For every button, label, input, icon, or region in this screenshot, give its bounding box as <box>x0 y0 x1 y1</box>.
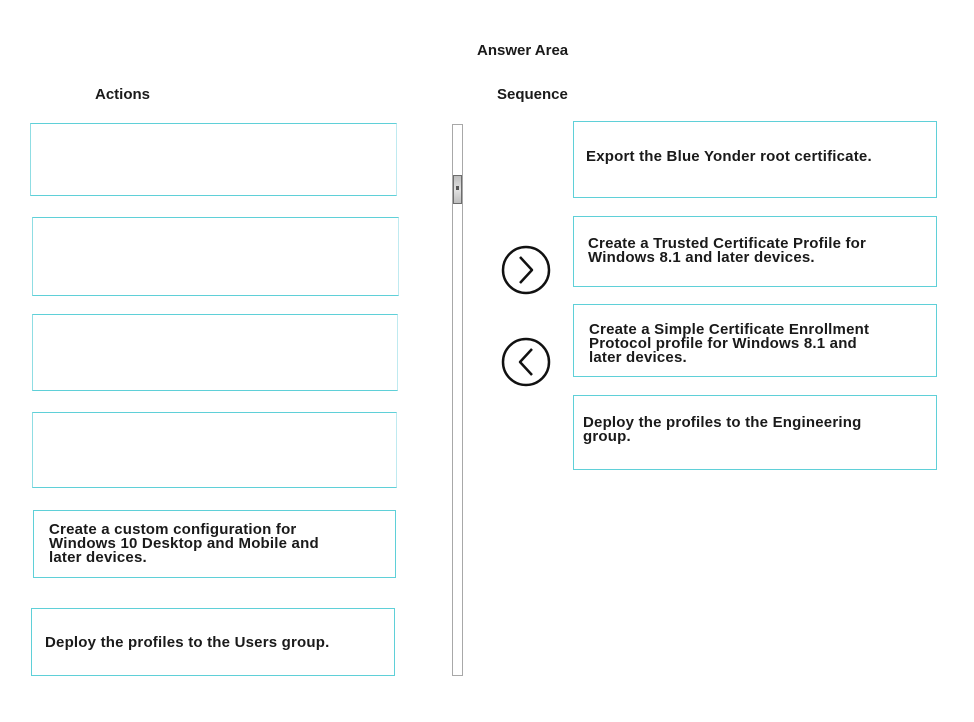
action-item-custom-configuration[interactable] <box>33 510 396 578</box>
action-slot-4[interactable] <box>32 412 397 488</box>
actions-heading: Actions <box>95 86 151 103</box>
move-left-button[interactable] <box>501 337 551 387</box>
action-label: Create a custom configuration for Windows 10 Desktop and Mobile and later devices. <box>49 521 319 566</box>
action-slot-2[interactable] <box>32 217 399 296</box>
chevron-right-circle-icon <box>501 245 551 295</box>
sequence-label: Create a Trusted Certificate Profile for Windows 8.1 and later devices. <box>588 235 867 266</box>
scrollbar-thumb[interactable] <box>453 175 462 204</box>
chevron-left-circle-icon <box>501 337 551 387</box>
scrollbar-track[interactable] <box>452 124 463 676</box>
action-slot-1[interactable] <box>30 123 397 196</box>
answer-area-title: Answer Area <box>477 42 569 59</box>
action-slot-3[interactable] <box>32 314 398 391</box>
sequence-item-export-root-certificate[interactable] <box>573 121 937 198</box>
sequence-label: Create a Simple Certificate Enrollment Protocol profile for Windows 8.1 and later devices. <box>589 321 870 366</box>
sequence-item-deploy-engineering[interactable] <box>573 395 937 470</box>
move-right-button[interactable] <box>501 245 551 295</box>
sequence-heading: Sequence <box>497 86 568 103</box>
action-item-deploy-users[interactable] <box>31 608 395 676</box>
sequence-item-scep-profile[interactable] <box>573 304 937 377</box>
action-label: Deploy the profiles to the Users group. <box>45 634 330 651</box>
sequence-item-trusted-certificate-profile[interactable] <box>573 216 937 287</box>
sequence-label: Export the Blue Yonder root certificate. <box>586 148 872 165</box>
sequence-label: Deploy the profiles to the Engineering group. <box>583 414 862 445</box>
